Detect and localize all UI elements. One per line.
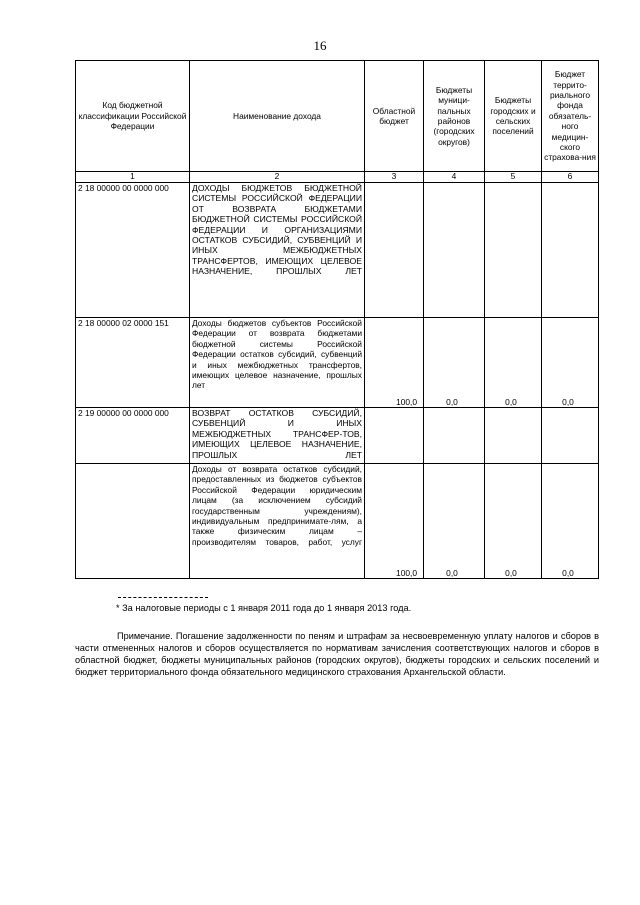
row-code: 2 18 00000 02 0000 151 [76,318,190,408]
row-name: ВОЗВРАТ ОСТАТКОВ СУБСИДИЙ, СУБВЕНЦИЙ И ИНЫХ МЕЖБЮДЖЕТНЫХ ТРАНСФЕР-ТОВ, ИМЕЮЩИХ ЦЕЛЕВОЕ НАЗНАЧЕНИЕ, ПРОШЛЫХ ЛЕТ [190,408,365,464]
row-municipal [424,408,485,464]
row-settlements: 0,0 [485,318,542,408]
note-paragraph: Примечание. Погашение задолженности по пеням и штрафам за несвоевременную уплату налогов и сборов в части отмененных налогов и сборов осуществляется по нормативам зачисления соответствующих налогов и сборов в областной бюджет, бюджеты муниципальных районов (городских округов), бюджеты городских и сельских поселений и бюджет территориального фонда обязательного медицинского страхования Архангельской области. [75,631,599,677]
header-regional: Областной бюджет [365,61,424,172]
row-code [76,464,190,579]
table-header-row [76,61,599,172]
header-settlements: Бюджеты городских и сельских поселений [485,61,542,172]
row-regional [365,408,424,464]
row-name: Доходы от возврата остатков субсидий, предоставленных из бюджетов субъектов Российской Федерации юридическим лицам (за исключением субсидий государственным учреждениям), индивидуальным предпринимате-лям, а также физическим лицам – производителям товаров, работ, услуг [190,464,365,579]
column-number: 4 [424,172,485,183]
column-number: 5 [485,172,542,183]
page-number: 16 [313,38,327,53]
row-medical: 0,0 [542,464,599,579]
footnote: * За налоговые периоды с 1 января 2011 года до 1 января 2013 года. [116,603,412,613]
row-regional: 100,0 [365,318,424,408]
row-medical [542,183,599,318]
column-number: 1 [76,172,190,183]
footnote-divider [118,597,208,598]
row-medical: 0,0 [542,318,599,408]
column-number-row [76,172,599,183]
column-number: 3 [365,172,424,183]
table-row [76,464,599,579]
table-row [76,408,599,464]
revenue-table [75,60,599,579]
row-name: ДОХОДЫ БЮДЖЕТОВ БЮДЖЕТНОЙ СИСТЕМЫ РОССИЙСКОЙ ФЕДЕРАЦИИ ОТ ВОЗВРАТА БЮДЖЕТАМИ БЮДЖЕТНОЙ СИСТЕМЫ РОССИЙСКОЙ ФЕДЕРАЦИИ И ОРГАНИЗАЦИЯМИ ОСТАТКОВ СУБСИДИЙ, СУБВЕНЦИЙ И ИНЫХ МЕЖБЮДЖЕТНЫХ ТРАНСФЕРТОВ, ИМЕЮЩИХ ЦЕЛЕВОЕ НАЗНАЧЕНИЕ, ПРОШЛЫХ ЛЕТ [190,183,365,318]
header-medical: Бюджет террито-риального фонда обязатель-ного медицин-ского страхова-ния [542,61,599,172]
row-code: 2 18 00000 00 0000 000 [76,183,190,318]
row-municipal [424,183,485,318]
column-number: 6 [542,172,599,183]
row-municipal: 0,0 [424,464,485,579]
header-municipal: Бюджеты муници-пальных районов (городских округов) [424,61,485,172]
table-row [76,183,599,318]
header-name: Наименование дохода [190,61,365,172]
row-settlements: 0,0 [485,464,542,579]
row-regional: 100,0 [365,464,424,579]
table-row [76,318,599,408]
row-settlements [485,183,542,318]
row-medical [542,408,599,464]
row-code: 2 19 00000 00 0000 000 [76,408,190,464]
row-settlements [485,408,542,464]
row-municipal: 0,0 [424,318,485,408]
column-number: 2 [190,172,365,183]
header-code: Код бюджетной классификации Российской Федерации [76,61,190,172]
row-name: Доходы бюджетов субъектов Российской Федерации от возврата бюджетами бюджетной системы Российской Федерации остатков субсидий, субвенций и иных межбюджетных трансфертов, имеющих целевое назначение, прошлых лет [190,318,365,408]
row-regional [365,183,424,318]
